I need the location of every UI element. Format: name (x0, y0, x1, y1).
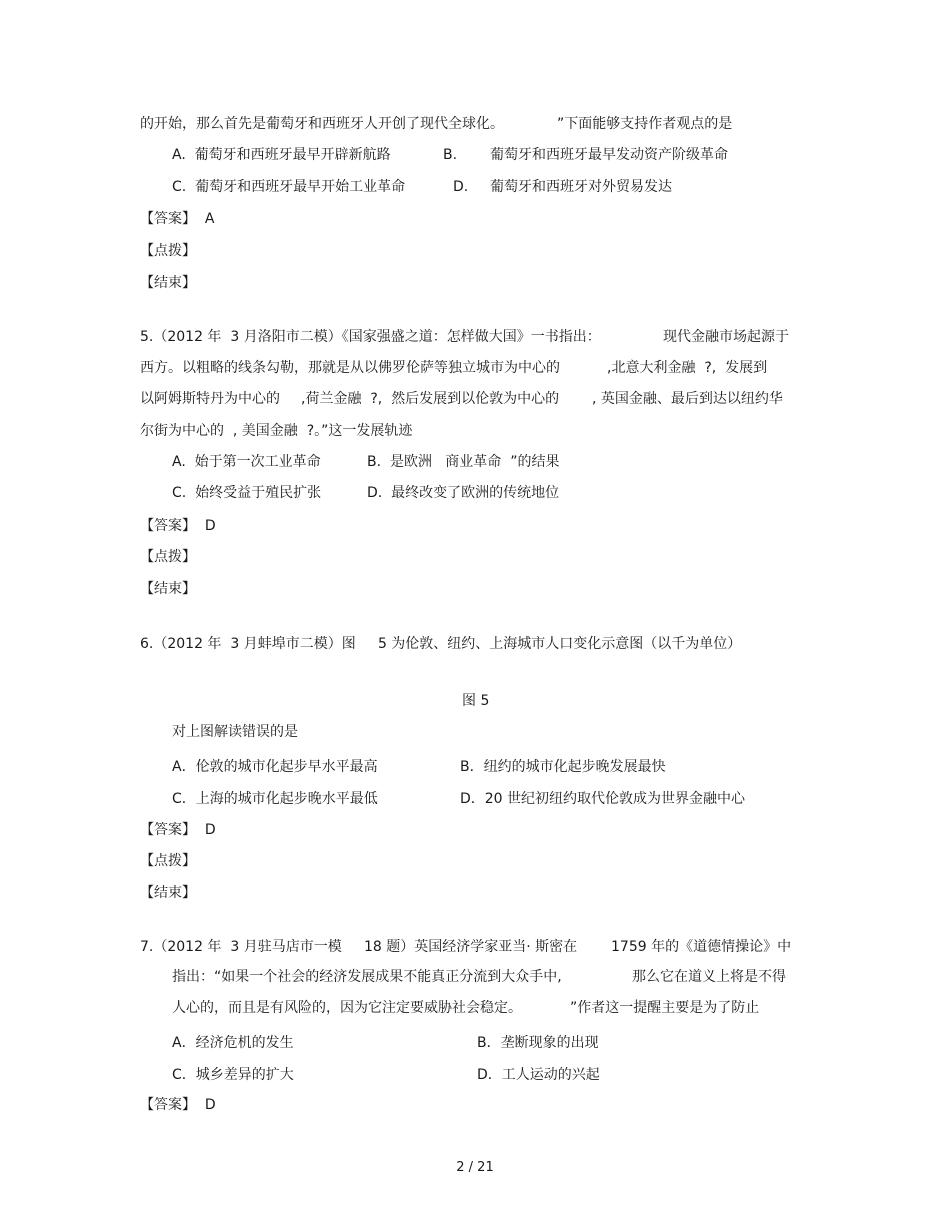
q5-stem-line3: 以阿姆斯特丹为中心的 (140, 391, 280, 407)
q5-stem-line1: 5.（2012 年 3 月洛阳市二模）《国家强盛之道：怎样做大国》一书指出： (140, 329, 601, 345)
page-number: 2 / 21 (456, 1160, 494, 1175)
q4-option-d-letter: D. (453, 179, 469, 195)
q7-option-a: A．经济危机的发生 (172, 1035, 294, 1051)
q4-stem-tail: ”下面能够支持作者观点的是 (557, 116, 733, 132)
q6-option-a: A．伦敦的城市化起步早水平最高 (172, 759, 378, 775)
q7-stem-line2-tail: 那么它在道义上将是不得 (632, 969, 786, 985)
q4-option-c: C. 葡萄牙和西班牙最早开始工业革命 (172, 179, 406, 195)
q5-option-d: D. 最终改变了欧洲的传统地位 (367, 485, 560, 501)
q6-question: 对上图解读错误的是 (172, 724, 298, 740)
q7-stem-line3-tail: ”作者这一提醒主要是为了防止 (570, 1000, 760, 1016)
q6-option-c: C．上海的城市化起步晚水平最低 (172, 791, 378, 807)
q4-option-b-letter: B. (443, 147, 458, 163)
q7-answer: 【答案】 D (140, 1097, 216, 1113)
q6-end: 【结束】 (140, 885, 196, 901)
q6-option-b: B．纽约的城市化起步晚发展最快 (460, 759, 666, 775)
q6-stem: 6.（2012 年 3 月蚌埠市二模）图 5 为伦敦、纽约、上海城市人口变化示意图（以千为单位） (140, 636, 742, 652)
q4-hint: 【点拨】 (140, 243, 196, 259)
q4-answer: 【答案】 A (140, 211, 215, 227)
q5-stem-line4: 尔街为中心的 , 美国金融 ?。”这一发展轨迹 (140, 423, 413, 439)
q6-option-d: D．20 世纪初纽约取代伦敦成为世界金融中心 (460, 791, 746, 807)
q5-stem-line3-mid: ,荷兰金融 ?, 然后发展到以伦敦为中心的 (301, 391, 560, 407)
q5-stem-line3-tail: , 英国金融、最后到达以纽约华 (592, 391, 783, 407)
q6-answer: 【答案】 D (140, 822, 216, 838)
q5-answer: 【答案】 D (140, 518, 216, 534)
q4-end: 【结束】 (140, 275, 196, 291)
q7-option-b: B．垄断现象的出现 (477, 1035, 599, 1051)
figure-caption: 图 5 (462, 693, 490, 709)
q4-option-a: A. 葡萄牙和西班牙最早开辟新航路 (172, 147, 391, 163)
q5-option-b: B. 是欧洲 商业革命 ”的结果 (367, 454, 560, 470)
q7-option-c: C．城乡差异的扩大 (172, 1067, 294, 1083)
q5-hint: 【点拨】 (140, 549, 196, 565)
q5-stem-line2: 西方。以粗略的线条勾勒，那就是从以佛罗伦萨等独立城市为中心的 (140, 360, 560, 376)
q4-stem-continuation: 的开始，那么首先是葡萄牙和西班牙人开创了现代全球化。 (140, 116, 504, 132)
q7-stem-line1-tail: 1759 年的《道德情操论》中 (611, 939, 792, 955)
q7-stem-line1: 7.（2012 年 3 月驻马店市一模 18 题）英国经济学家亚当· 斯密在 (140, 939, 578, 955)
q6-hint: 【点拨】 (140, 853, 196, 869)
q5-option-a: A. 始于第一次工业革命 (172, 454, 321, 470)
q7-option-d: D．工人运动的兴起 (477, 1067, 600, 1083)
q7-stem-line2: 指出：“如果一个社会的经济发展成果不能真正分流到大众手中, (172, 969, 562, 985)
q5-option-c: C. 始终受益于殖民扩张 (172, 485, 322, 501)
q5-stem-line1-tail: 现代金融市场起源于 (663, 329, 789, 345)
q5-end: 【结束】 (140, 581, 196, 597)
q7-stem-line3: 人心的，而且是有风险的，因为它注定要威胁社会稳定。 (172, 1000, 522, 1016)
q4-option-d: 葡萄牙和西班牙对外贸易发达 (490, 179, 672, 195)
q5-stem-line2-tail: ,北意大利金融 ?, 发展到 (607, 360, 768, 376)
q4-option-b: 葡萄牙和西班牙最早发动资产阶级革命 (490, 147, 728, 163)
